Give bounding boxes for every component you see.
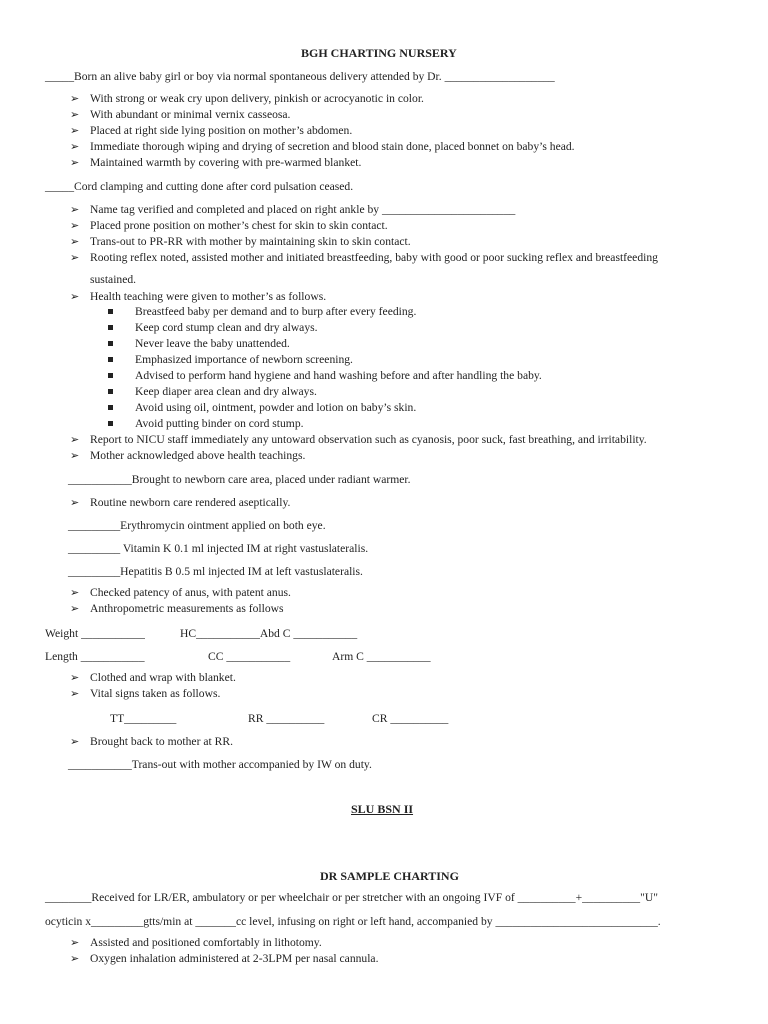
arm-c-field: Arm C ___________ <box>332 650 431 663</box>
hc-abdc-field: HC___________Abd C ___________ <box>180 627 358 640</box>
list-item: ➢ Report to NICU staff immediately any untoward observation such as cyanosis, poor suck, fast breathing, and irritability. <box>70 433 647 446</box>
list-item: ➢ Anthropometric measurements as follows <box>70 602 284 615</box>
square-bullet-icon <box>108 357 113 362</box>
list-item: ➢ With strong or weak cry upon delivery, pinkish or acrocyanotic in color. <box>70 92 424 105</box>
list-item: ➢ Trans-out to PR-RR with mother by maintaining skin to skin contact. <box>70 235 411 248</box>
arrow-bullet-icon: ➢ <box>70 220 80 232</box>
trans-out-entry: ___________Trans-out with mother accompanied by IW on duty. <box>68 758 372 771</box>
list-subitem: Keep cord stump clean and dry always. <box>108 321 318 335</box>
list-subitem: Advised to perform hand hygiene and hand washing before and after handling the baby. <box>108 369 542 383</box>
list-item: ➢ Name tag verified and completed and placed on right ankle by _______________________ <box>70 203 516 216</box>
cr-field: CR __________ <box>372 712 449 725</box>
arrow-bullet-icon: ➢ <box>70 236 80 248</box>
weight-field: Weight ___________ <box>45 627 145 640</box>
arrow-bullet-icon: ➢ <box>70 953 80 965</box>
list-item: ➢ Placed prone position on mother’s chest for skin to skin contact. <box>70 219 388 232</box>
square-bullet-icon <box>108 341 113 346</box>
list-item: ➢ Rooting reflex noted, assisted mother and initiated breastfeeding, baby with good or poor sucking reflex and breastfeeding <box>70 251 658 264</box>
square-bullet-icon <box>108 325 113 330</box>
square-bullet-icon <box>108 421 113 426</box>
list-subitem: Never leave the baby unattended. <box>108 337 290 351</box>
list-item: ➢ Health teaching were given to mother’s as follows. <box>70 290 327 303</box>
square-bullet-icon <box>108 373 113 378</box>
arrow-bullet-icon: ➢ <box>70 204 80 216</box>
erythromycin-entry: _________Erythromycin ointment applied on both eye. <box>68 519 326 532</box>
arrow-bullet-icon: ➢ <box>70 157 80 169</box>
list-subitem: Emphasized importance of newborn screening. <box>108 353 353 367</box>
list-item: ➢ Mother acknowledged above health teachings. <box>70 449 306 462</box>
arrow-bullet-icon: ➢ <box>70 603 80 615</box>
cord-clamping-entry: _____Cord clamping and cutting done after cord pulsation ceased. <box>45 180 354 193</box>
arrow-bullet-icon: ➢ <box>70 937 80 949</box>
list-subitem: Breastfeed baby per demand and to burp after every feeding. <box>108 305 416 319</box>
arrow-bullet-icon: ➢ <box>70 497 80 509</box>
list-item: ➢ Clothed and wrap with blanket. <box>70 671 236 684</box>
list-item: ➢ Maintained warmth by covering with pre-warmed blanket. <box>70 156 362 169</box>
dr-title: DR SAMPLE CHARTING <box>320 869 459 883</box>
school-heading: SLU BSN II <box>351 802 414 816</box>
list-subitem: Keep diaper area clean and dry always. <box>108 385 317 399</box>
rr-field: RR __________ <box>248 712 325 725</box>
list-item: ➢ With abundant or minimal vernix casseosa. <box>70 108 291 121</box>
list-subitem: Avoid putting binder on cord stump. <box>108 417 304 431</box>
nursery-title: BGH CHARTING NURSERY <box>301 46 457 60</box>
arrow-bullet-icon: ➢ <box>70 125 80 137</box>
square-bullet-icon <box>108 405 113 410</box>
square-bullet-icon <box>108 389 113 394</box>
list-subitem: Avoid using oil, ointment, powder and lotion on baby’s skin. <box>108 401 416 415</box>
newborn-care-entry: ___________Brought to newborn care area, placed under radiant warmer. <box>68 473 411 486</box>
arrow-bullet-icon: ➢ <box>70 93 80 105</box>
list-item: ➢ Oxygen inhalation administered at 2-3LPM per nasal cannula. <box>70 952 379 965</box>
arrow-bullet-icon: ➢ <box>70 109 80 121</box>
list-item: ➢ Immediate thorough wiping and drying of secretion and blood stain done, placed bonnet on baby’s head. <box>70 140 575 153</box>
list-item-continuation: sustained. <box>90 273 137 286</box>
arrow-bullet-icon: ➢ <box>70 291 80 303</box>
list-item: ➢ Routine newborn care rendered aseptically. <box>70 496 291 509</box>
arrow-bullet-icon: ➢ <box>70 672 80 684</box>
birth-entry: _____Born an alive baby girl or boy via normal spontaneous delivery attended by Dr. ___________________ <box>45 70 555 83</box>
list-item: ➢ Checked patency of anus, with patent anus. <box>70 586 291 599</box>
arrow-bullet-icon: ➢ <box>70 252 80 264</box>
arrow-bullet-icon: ➢ <box>70 434 80 446</box>
arrow-bullet-icon: ➢ <box>70 450 80 462</box>
square-bullet-icon <box>108 309 113 314</box>
hepatitis-b-entry: _________Hepatitis B 0.5 ml injected IM at left vastuslateralis. <box>68 565 363 578</box>
list-item: ➢ Placed at right side lying position on mother’s abdomen. <box>70 124 353 137</box>
list-item: ➢ Brought back to mother at RR. <box>70 735 233 748</box>
vitamin-k-entry: _________ Vitamin K 0.1 ml injected IM at right vastuslateralis. <box>68 542 369 555</box>
tt-field: TT_________ <box>110 712 177 725</box>
dr-received-entry: ________Received for LR/ER, ambulatory or per wheelchair or per stretcher with an ongoing IVF of __________+__________"U" <box>45 891 658 904</box>
dr-received-entry-cont: ocyticin x_________gtts/min at _______cc level, infusing on right or left hand, accompanied by ____________________________. <box>45 915 661 928</box>
list-item: ➢ Vital signs taken as follows. <box>70 687 221 700</box>
cc-field: CC ___________ <box>208 650 291 663</box>
length-field: Length ___________ <box>45 650 145 663</box>
arrow-bullet-icon: ➢ <box>70 587 80 599</box>
arrow-bullet-icon: ➢ <box>70 688 80 700</box>
list-item: ➢ Assisted and positioned comfortably in lithotomy. <box>70 936 322 949</box>
arrow-bullet-icon: ➢ <box>70 736 80 748</box>
arrow-bullet-icon: ➢ <box>70 141 80 153</box>
